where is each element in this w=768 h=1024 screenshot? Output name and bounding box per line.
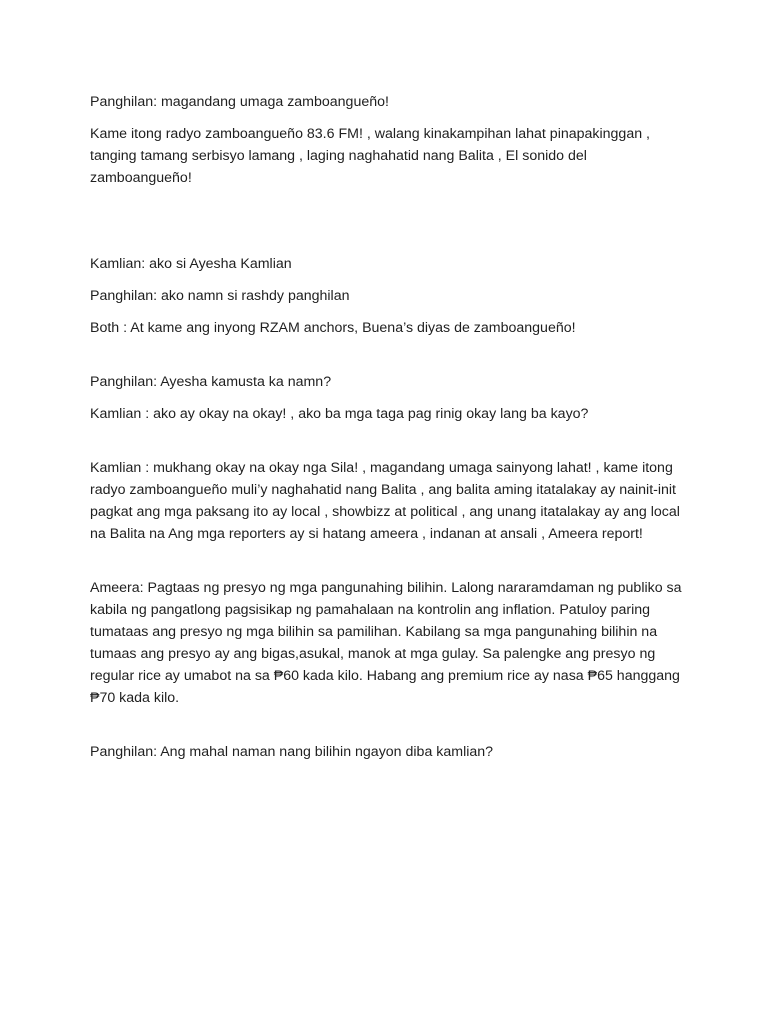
spacer [90, 199, 690, 253]
paragraph-station-intro: Kame itong radyo zamboangueño 83.6 FM! , walang kinakampihan lahat pinapakinggan , tanging tamang serbisyo lamang , laging naghahatid nang Balita , El sonido del zamboangueño! [90, 126, 650, 186]
paragraph-panghilan-question: Panghilan: Ayesha kamusta ka namn? [90, 374, 332, 390]
spacer [90, 719, 690, 741]
document-body [90, 91, 690, 773]
paragraph-kamlian-reply: Kamlian : ako ay okay na okay! , ako ba mga taga pag rinig okay lang ba kayo? [90, 406, 589, 422]
paragraph-kamlian-intro: Kamlian: ako si Ayesha Kamlian [90, 256, 292, 272]
paragraph-ameera-report: Ameera: Pagtaas ng presyo ng mga pangunahing bilihin. Lalong nararamdaman ng publiko sa kabila ng pangatlong pagsisikap ng pamahalaan na kontrolin ang inflation. Patuloy paring tumataas ang presyo ng mga bilihin sa pamilihan. Kabilang sa mga pangunahing bilihin na tumaas ang presyo ay ang bigas,asukal, manok at mga gulay. Sa palengke ang presyo ng regular rice ay umabot na sa ₱60 kada kilo. Habang ang premium rice ay nasa ₱65 hanggang ₱70 kada kilo. [90, 580, 682, 706]
paragraph-kamlian-news-intro: Kamlian : mukhang okay na okay nga Sila! , magandang umaga sainyong lahat! , kame itong radyo zamboangueño muli’y naghahatid nang Balita , ang balita aming itatalakay ay nainit-init pagkat ang mga paksang ito ay local , showbizz at political , ang unang itatalakay ay ang local na Balita na Ang mga reporters ay si hatang ameera , indanan at ansali , Ameera report! [90, 460, 680, 542]
paragraph-both-anchors: Both : At kame ang inyong RZAM anchors, Buena’s diyas de zamboangueño! [90, 320, 576, 336]
paragraph-greeting: Panghilan: magandang umaga zamboangueño! [90, 94, 389, 110]
paragraph-panghilan-comment: Panghilan: Ang mahal naman nang bilihin ngayon diba kamlian? [90, 744, 494, 760]
paragraph-panghilan-intro: Panghilan: ako namn si rashdy panghilan [90, 288, 350, 304]
spacer [90, 555, 690, 577]
spacer [90, 349, 690, 371]
spacer [90, 435, 690, 457]
